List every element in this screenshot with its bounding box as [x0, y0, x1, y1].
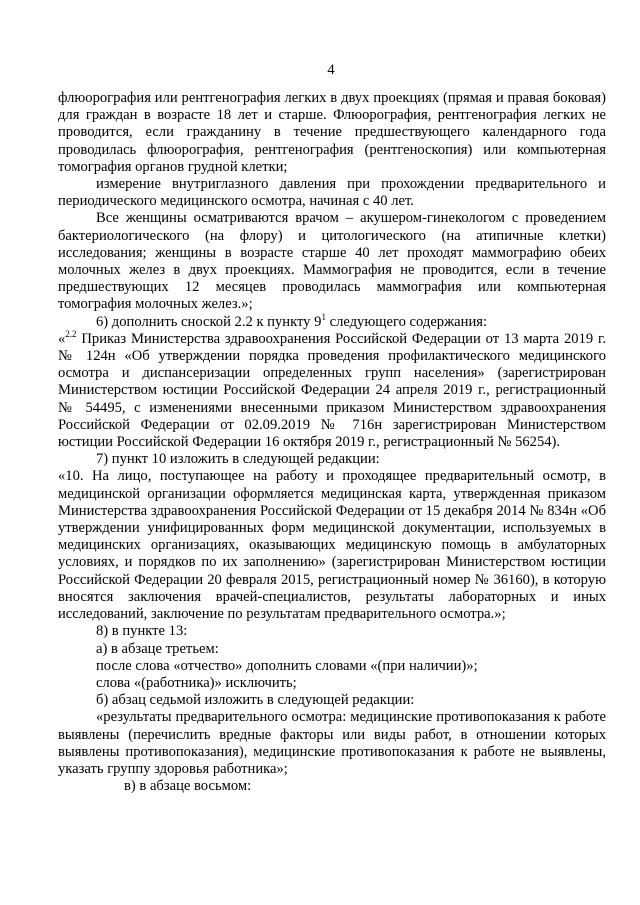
paragraph-footnote-text: [58, 328, 606, 451]
paragraph-exclude-words: слова «(работника)» исключить;: [96, 674, 297, 691]
document-body: [58, 90, 606, 795]
paragraph-text: Приказ Министерства здравоохранения Российской Федерации от 13 марта 2019 г. № 124н «Об утверждении порядка проведения профилактического медицинского осмотра и диспансеризации определенных групп населения» (зарегистрирован Министерством юстиции Российской Федерации 24 апреля 2019 г., регистрационный № 54495, с изменениями внесенными приказом Министерством здравоохранения Российской Федерации от 02.09.2019 № 716н зарегистрирован Министерством юстиции Российской Федерации 16 октября 2019 г., регистрационный № 56254).: [58, 330, 606, 451]
paragraph-text: «: [58, 330, 66, 347]
page-number: 4: [327, 62, 335, 78]
footnote-marker: 1: [321, 311, 326, 322]
paragraph-text: следующего содержания:: [325, 313, 488, 330]
footnote-marker: 2.2: [65, 328, 77, 339]
paragraph-item-8b: б) абзац седьмой изложить в следующей редакции:: [96, 692, 415, 709]
paragraph-intraocular-pressure: измерение внутриглазного давления при прохождении предварительного и периодического медицинского осмотра, начиная с 40 лет.: [58, 176, 606, 210]
paragraph-point-10-text: «10. На лицо, поступающее на работу и проходящее предварительный осмотр, в медицинской организации оформляется медицинская карта, утвержденная приказом Министерства здравоохранения Российской Федерации от 15 декабря 2014 № 834н «Об утверждении унифицированных форм медицинской документации, используемых в медицинских организациях, оказывающих медицинскую помощь в амбулаторных условиях, и порядков по их заполнению» (зарегистрирован Министерством юстиции Российской Федерации 20 февраля 2015, регистрационный номер № 36160), в которую вносятся заключения врачей-специалистов, результаты лабораторных и иных исследований, заключение по результатам предварительного осмотра.»;: [58, 468, 606, 623]
paragraph-add-words: после слова «отчество» дополнить словами «(при наличии)»;: [96, 657, 478, 674]
paragraph-gynecologist-exam: Все женщины осматриваются врачом – акушером-гинекологом с проведением бактериологического (на флору) и цитологического (на атипичные клетки) исследования; женщины в возрасте старше 40 лет проходят маммографию обеих молочных желез в двух проекциях. Маммография не проводится, если в течение предшествующих 12 месяцев проводилась маммография или компьютерная томография молочных желез.»;: [58, 210, 606, 313]
paragraph-item-8: 8) в пункте 13:: [96, 623, 188, 640]
paragraph-text: 6) дополнить сноской 2.2 к пункту 9: [96, 313, 322, 330]
paragraph-footnote-instruction: [58, 311, 606, 331]
paragraph-item-7: 7) пункт 10 изложить в следующей редакции:: [96, 451, 380, 468]
paragraph-item-8v: в) в абзаце восьмом:: [124, 778, 252, 795]
paragraph-results-text: «результаты предварительного осмотра: медицинские противопоказания к работе выявлены (перечислить вредные факторы или виды работ, в отношении которых выявлены противопоказания), медицинские противопоказания к работе не выявлены, указать группу здоровья работника»;: [58, 709, 606, 777]
paragraph-item-8a: а) в абзаце третьем:: [96, 640, 219, 657]
paragraph-fluorography: флюорография или рентгенография легких в двух проекциях (прямая и правая боковая) для граждан в возрасте 18 лет и старше. Флюорография, рентгенография легких не проводится, если гражданину в течение предшествующего календарного года проводилась флюорография, рентгенография (рентгеноскопия) или компьютерная томография органов грудной клетки;: [58, 90, 606, 175]
